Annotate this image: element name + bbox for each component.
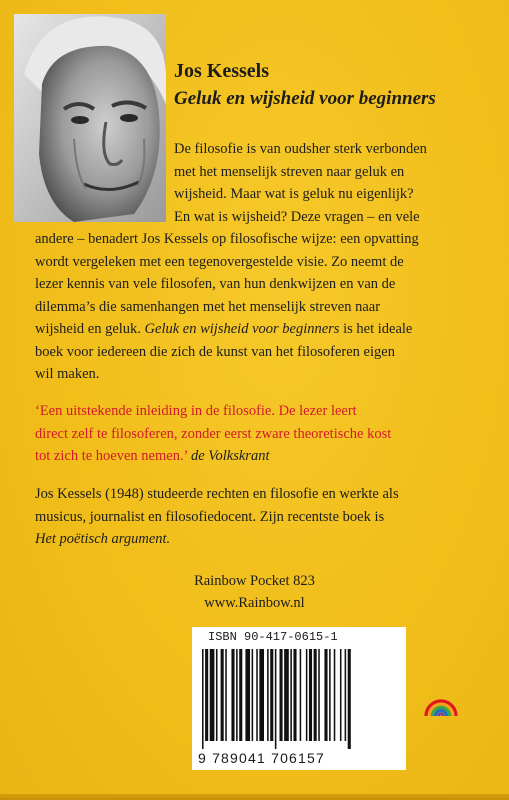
bio-line — [35, 528, 495, 551]
description-line: lezer kennis van vele filosofen, van hun denkwijzen en van de — [35, 276, 396, 292]
description-text: wijsheid en geluk. — [35, 321, 141, 337]
barcode-bar — [314, 649, 317, 741]
description-line: wijsheid. Maar wat is geluk nu eigenlijk? — [174, 186, 414, 202]
description-line: met het menselijk streven naar geluk en — [174, 163, 405, 180]
book-title: Geluk en wijsheid voor beginners — [174, 88, 436, 109]
description-paragraph-top — [174, 138, 494, 228]
barcode-bar — [340, 649, 342, 741]
barcode-bar — [284, 649, 289, 741]
description-line: De filosofie is van oudsher sterk verbonden — [174, 141, 427, 157]
description-text: is het ideale — [343, 321, 413, 337]
description-paragraph-bottom — [35, 228, 495, 386]
barcode-bar — [270, 649, 273, 741]
barcode-bar — [324, 649, 327, 741]
barcode-bar — [225, 649, 227, 741]
barcode-bar — [300, 649, 302, 741]
ean-number: 9 789041 706157 — [198, 750, 325, 766]
barcode-bar — [306, 649, 308, 741]
barcode-bar — [334, 649, 336, 741]
author-name: Jos Kessels — [174, 60, 269, 82]
publisher-series: Rainbow Pocket 823 — [194, 573, 315, 589]
quote-line — [35, 445, 495, 468]
description-line — [35, 318, 495, 341]
bio-line: musicus, journalist en filosofiedocent. Zijn recentste boek is — [35, 508, 385, 525]
barcode-bar — [290, 649, 292, 741]
barcode-bar — [267, 649, 269, 741]
barcode-bar — [280, 649, 283, 741]
barcode-bar — [318, 649, 320, 741]
barcode-bar — [293, 649, 296, 741]
barcode-bars — [202, 649, 396, 749]
barcode-bar — [202, 649, 204, 749]
barcode-bar — [256, 649, 258, 741]
barcode-label — [192, 627, 406, 770]
barcode-bar — [348, 649, 351, 749]
barcode-bar — [309, 649, 312, 741]
barcode-bar — [345, 649, 347, 741]
barcode-bar — [252, 649, 254, 741]
book-title-inline: Geluk en wijsheid voor beginners — [144, 321, 340, 337]
review-quote — [35, 400, 495, 468]
quote-text: tot zich te hoeven nemen.’ — [35, 448, 188, 464]
recent-book-title: Het poëtisch argument. — [35, 531, 171, 547]
barcode-bar — [239, 649, 242, 741]
barcode-bar — [216, 649, 218, 741]
description-line: andere – benadert Jos Kessels op filosofische wijze: een opvatting — [35, 231, 419, 247]
rainbow-logo-icon — [424, 692, 458, 718]
barcode-bar — [329, 649, 331, 741]
author-photo — [14, 14, 166, 222]
barcode-bar — [210, 649, 215, 741]
barcode-bar — [236, 649, 238, 741]
description-line: boek voor iedereen die zich de kunst van het filosoferen eigen — [35, 343, 395, 360]
bio-line: Jos Kessels (1948) studeerde rechten en filosofie en werkte als — [35, 486, 399, 502]
barcode-bar — [275, 649, 277, 749]
isbn-number: ISBN 90-417-0615-1 — [208, 630, 338, 644]
barcode-bar — [205, 649, 208, 741]
barcode-bar — [259, 649, 264, 741]
description-line: dilemma’s die samenhangen met het menselijk streven naar — [35, 298, 381, 315]
publisher-website: www.Rainbow.nl — [204, 595, 305, 611]
author-portrait-image — [14, 14, 166, 222]
barcode-bar — [231, 649, 234, 741]
description-line: En wat is wijsheid? Deze vragen – en vele — [174, 208, 420, 225]
barcode-bar — [245, 649, 250, 741]
description-line: wordt vergeleken met een tegenovergestelde visie. Zo neemt de — [35, 253, 404, 270]
description-line: wil maken. — [35, 366, 100, 382]
quote-line: direct zelf te filosoferen, zonder eerst zware theoretische kost — [35, 425, 392, 442]
quote-line: ‘Een uitstekende inleiding in de filosofie. De lezer leert — [35, 403, 357, 419]
barcode-bar — [221, 649, 224, 741]
author-bio — [35, 483, 495, 551]
quote-source: de Volkskrant — [190, 448, 270, 464]
